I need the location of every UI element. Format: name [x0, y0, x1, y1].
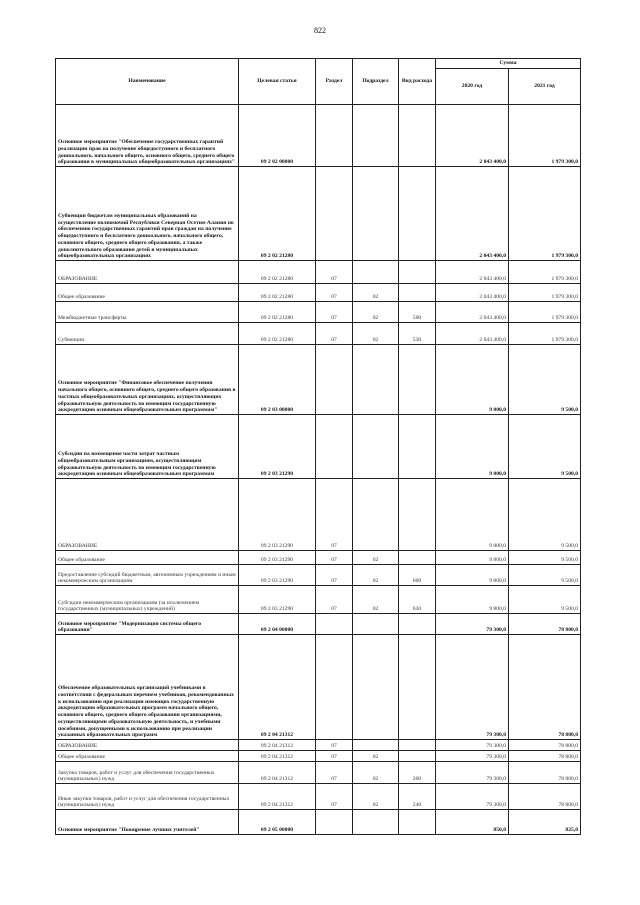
- row-expense-type: [399, 284, 436, 302]
- row-section: [316, 167, 353, 261]
- row-name: ОБРАЗОВАНИЕ: [56, 479, 239, 551]
- table-row: [56, 751, 581, 762]
- row-target-code: 09 2 03 00000: [239, 345, 316, 415]
- row-subsection: [353, 105, 399, 167]
- row-target-code: 09 2 04 21312: [239, 784, 316, 810]
- row-expense-type: 200: [399, 762, 436, 784]
- page-number: 822: [314, 26, 326, 35]
- header-year-2021: 2021 год: [509, 69, 581, 105]
- row-section: 07: [316, 302, 353, 323]
- row-expense-type: [399, 740, 436, 751]
- row-name: Обеспечение образовательных организаций учебниками в соответствии с федеральным перечнем учебников, рекомендованных к использованию при реализации имеющих государственную аккредитацию образовательных программ начального общего, основного общего, среднего общего образования организациями, осуществляющими образовательную деятельность, и учебными пособиями, допущенными к использованию при реализации указанных образовательных программ: [56, 635, 239, 740]
- row-section: 07: [316, 479, 353, 551]
- header-name: Наименование: [56, 59, 239, 105]
- row-section: [316, 635, 353, 740]
- table-row: [56, 345, 581, 415]
- header-sum: Сумма: [436, 59, 581, 69]
- header-code: Целевая статья: [239, 59, 316, 105]
- table-row: [56, 784, 581, 810]
- row-subsection: [353, 345, 399, 415]
- row-section: [316, 105, 353, 167]
- row-sum-2021: 78 800,0: [509, 635, 581, 740]
- row-subsection: [353, 479, 399, 551]
- row-section: 07: [316, 323, 353, 345]
- row-sum-2020: 2 043 400,0: [436, 167, 509, 261]
- row-name: Субвенции бюджетам муниципальных образований на осуществление полномочий Республики Северная Осетия-Алания по обеспечению государственных гарантий прав граждан на получение общедоступного и бесплатного дошкольного, начального общего, основного общего, среднего общего образования, а также дополнительного образования детей в муниципальных общеобразовательных организациях: [56, 167, 239, 261]
- row-subsection: [353, 415, 399, 479]
- row-section: [316, 345, 353, 415]
- table-row: [56, 614, 581, 635]
- row-sum-2021: 1 979 300,0: [509, 284, 581, 302]
- row-name: Общее образование: [56, 751, 239, 762]
- header-section: Раздел: [316, 59, 353, 105]
- table-row: [56, 479, 581, 551]
- row-sum-2020: 9 800,0: [436, 345, 509, 415]
- row-subsection: 02: [353, 586, 399, 614]
- row-expense-type: [399, 810, 436, 835]
- row-sum-2021: 78 800,0: [509, 784, 581, 810]
- row-sum-2021: 9 500,0: [509, 551, 581, 565]
- row-sum-2021: 1 979 300,0: [509, 261, 581, 284]
- table-row: [56, 261, 581, 284]
- row-target-code: 09 2 02 21280: [239, 302, 316, 323]
- row-section: 07: [316, 740, 353, 751]
- row-name: Общее образование: [56, 551, 239, 565]
- row-sum-2021: 9 500,0: [509, 565, 581, 586]
- row-section: [316, 614, 353, 635]
- row-subsection: [353, 614, 399, 635]
- row-subsection: [353, 167, 399, 261]
- row-sum-2021: 9 500,0: [509, 479, 581, 551]
- row-sum-2020: 2 043 400,0: [436, 323, 509, 345]
- table-body: [56, 105, 581, 835]
- budget-table: [55, 58, 581, 835]
- row-sum-2021: 9 500,0: [509, 415, 581, 479]
- row-name: Субсидии на возмещение части затрат частным общеобразовательным организациям, осуществляющим образовательную деятельность по имеющим государственную аккредитацию основным общеобразовательным программам: [56, 415, 239, 479]
- row-sum-2020: 9 800,0: [436, 586, 509, 614]
- table-row: [56, 586, 581, 614]
- table-row: [56, 635, 581, 740]
- row-sum-2021: 78 800,0: [509, 740, 581, 751]
- row-expense-type: [399, 551, 436, 565]
- row-sum-2020: 2 043 400,0: [436, 302, 509, 323]
- row-expense-type: [399, 479, 436, 551]
- row-name: Субвенции: [56, 323, 239, 345]
- row-target-code: 09 2 03 21290: [239, 415, 316, 479]
- table-row: [56, 762, 581, 784]
- row-sum-2020: 2 043 400,0: [436, 261, 509, 284]
- row-section: 07: [316, 261, 353, 284]
- row-target-code: 09 2 05 00000: [239, 810, 316, 835]
- row-sum-2020: 9 800,0: [436, 565, 509, 586]
- row-target-code: 09 2 04 21312: [239, 762, 316, 784]
- row-target-code: 09 2 04 00000: [239, 614, 316, 635]
- table-row: [56, 565, 581, 586]
- row-sum-2021: 9 500,0: [509, 586, 581, 614]
- row-target-code: 09 2 03 21290: [239, 565, 316, 586]
- row-subsection: [353, 810, 399, 835]
- row-sum-2020: 79 300,0: [436, 762, 509, 784]
- header-expense-type: Вид расхода: [399, 59, 436, 105]
- table-row: [56, 323, 581, 345]
- table-row: [56, 740, 581, 751]
- row-name: Межбюджетные трансферты: [56, 302, 239, 323]
- row-target-code: 09 2 04 21312: [239, 740, 316, 751]
- row-subsection: [353, 635, 399, 740]
- table-row: [56, 810, 581, 835]
- row-sum-2020: 2 043 400,0: [436, 105, 509, 167]
- row-sum-2020: 79 300,0: [436, 784, 509, 810]
- row-section: [316, 810, 353, 835]
- row-expense-type: 240: [399, 784, 436, 810]
- row-expense-type: 530: [399, 323, 436, 345]
- row-name: Иные закупки товаров, работ и услуг для обеспечения государственных (муниципальных) нужд: [56, 784, 239, 810]
- row-sum-2020: 79 300,0: [436, 751, 509, 762]
- row-target-code: 09 2 02 21280: [239, 323, 316, 345]
- row-expense-type: [399, 751, 436, 762]
- table-header: [56, 59, 581, 105]
- row-expense-type: [399, 415, 436, 479]
- row-name: Закупка товаров, работ и услуг для обеспечения государственных (муниципальных) нужд: [56, 762, 239, 784]
- row-name: ОБРАЗОВАНИЕ: [56, 261, 239, 284]
- table-row: [56, 551, 581, 565]
- row-section: 07: [316, 762, 353, 784]
- row-sum-2020: 79 300,0: [436, 740, 509, 751]
- row-sum-2020: 850,0: [436, 810, 509, 835]
- row-expense-type: 500: [399, 302, 436, 323]
- row-subsection: 02: [353, 323, 399, 345]
- row-expense-type: [399, 635, 436, 740]
- row-expense-type: [399, 614, 436, 635]
- row-subsection: [353, 740, 399, 751]
- table-row: [56, 105, 581, 167]
- table-row: [56, 167, 581, 261]
- row-target-code: 09 2 02 21280: [239, 261, 316, 284]
- row-section: 07: [316, 751, 353, 762]
- row-name: Основное мероприятие "Поощрение лучших учителей": [56, 810, 239, 835]
- row-sum-2020: 2 043 400,0: [436, 284, 509, 302]
- row-sum-2021: 1 979 300,0: [509, 302, 581, 323]
- row-target-code: 09 2 03 21290: [239, 479, 316, 551]
- row-sum-2021: 78 800,0: [509, 751, 581, 762]
- row-section: [316, 415, 353, 479]
- row-expense-type: 600: [399, 565, 436, 586]
- row-expense-type: [399, 105, 436, 167]
- row-target-code: 09 2 02 00000: [239, 105, 316, 167]
- row-target-code: 09 2 04 21312: [239, 751, 316, 762]
- row-name: Основное мероприятие "Финансовое обеспечение получения начального общего, основного общего, среднего общего образования в частных общеобразовательных организациях, осуществляющих образовательную деятельность по имеющим государственную аккредитацию основным общеобразовательным программам": [56, 345, 239, 415]
- row-subsection: 02: [353, 751, 399, 762]
- row-target-code: 09 2 02 21280: [239, 167, 316, 261]
- row-name: Предоставление субсидий бюджетным, автономным учреждениям и иным некоммерческим организациям: [56, 565, 239, 586]
- header-year-2020: 2020 год: [436, 69, 509, 105]
- row-section: 07: [316, 586, 353, 614]
- row-expense-type: 630: [399, 586, 436, 614]
- table-row: [56, 415, 581, 479]
- row-section: 07: [316, 565, 353, 586]
- row-name: Основное мероприятие "Обеспечение государственных гарантий реализации прав на получение общедоступного и бесплатного дошкольного, начального общего, основного общего, среднего общего образования в муниципальных общеобразовательных организациях": [56, 105, 239, 167]
- row-sum-2020: 9 800,0: [436, 479, 509, 551]
- row-sum-2020: 9 800,0: [436, 415, 509, 479]
- row-sum-2021: 78 800,0: [509, 762, 581, 784]
- row-subsection: 02: [353, 284, 399, 302]
- row-subsection: 02: [353, 551, 399, 565]
- row-sum-2021: 78 800,0: [509, 614, 581, 635]
- row-sum-2021: 9 500,0: [509, 345, 581, 415]
- row-subsection: 02: [353, 565, 399, 586]
- header-subsection: Подраздел: [353, 59, 399, 105]
- row-subsection: 02: [353, 762, 399, 784]
- row-expense-type: [399, 261, 436, 284]
- row-section: 07: [316, 284, 353, 302]
- row-sum-2021: 825,0: [509, 810, 581, 835]
- row-sum-2021: 1 979 300,0: [509, 105, 581, 167]
- row-section: 07: [316, 784, 353, 810]
- row-subsection: [353, 261, 399, 284]
- row-name: Общее образование: [56, 284, 239, 302]
- row-sum-2020: 79 300,0: [436, 635, 509, 740]
- row-subsection: 02: [353, 302, 399, 323]
- row-target-code: 09 2 03 21290: [239, 551, 316, 565]
- row-target-code: 09 2 03 21290: [239, 586, 316, 614]
- row-sum-2020: 79 300,0: [436, 614, 509, 635]
- table-row: [56, 302, 581, 323]
- row-sum-2021: 1 979 300,0: [509, 167, 581, 261]
- table-row: [56, 284, 581, 302]
- row-sum-2020: 9 800,0: [436, 551, 509, 565]
- row-section: 07: [316, 551, 353, 565]
- row-sum-2021: 1 979 300,0: [509, 323, 581, 345]
- row-name: Основное мероприятие "Модернизация системы общего образования": [56, 614, 239, 635]
- row-target-code: 09 2 02 21280: [239, 284, 316, 302]
- row-target-code: 09 2 04 21312: [239, 635, 316, 740]
- row-expense-type: [399, 167, 436, 261]
- row-name: ОБРАЗОВАНИЕ: [56, 740, 239, 751]
- row-subsection: 02: [353, 784, 399, 810]
- row-name: Субсидии некоммерческим организациям (за исключением государственных (муниципальных) учреждений): [56, 586, 239, 614]
- row-expense-type: [399, 345, 436, 415]
